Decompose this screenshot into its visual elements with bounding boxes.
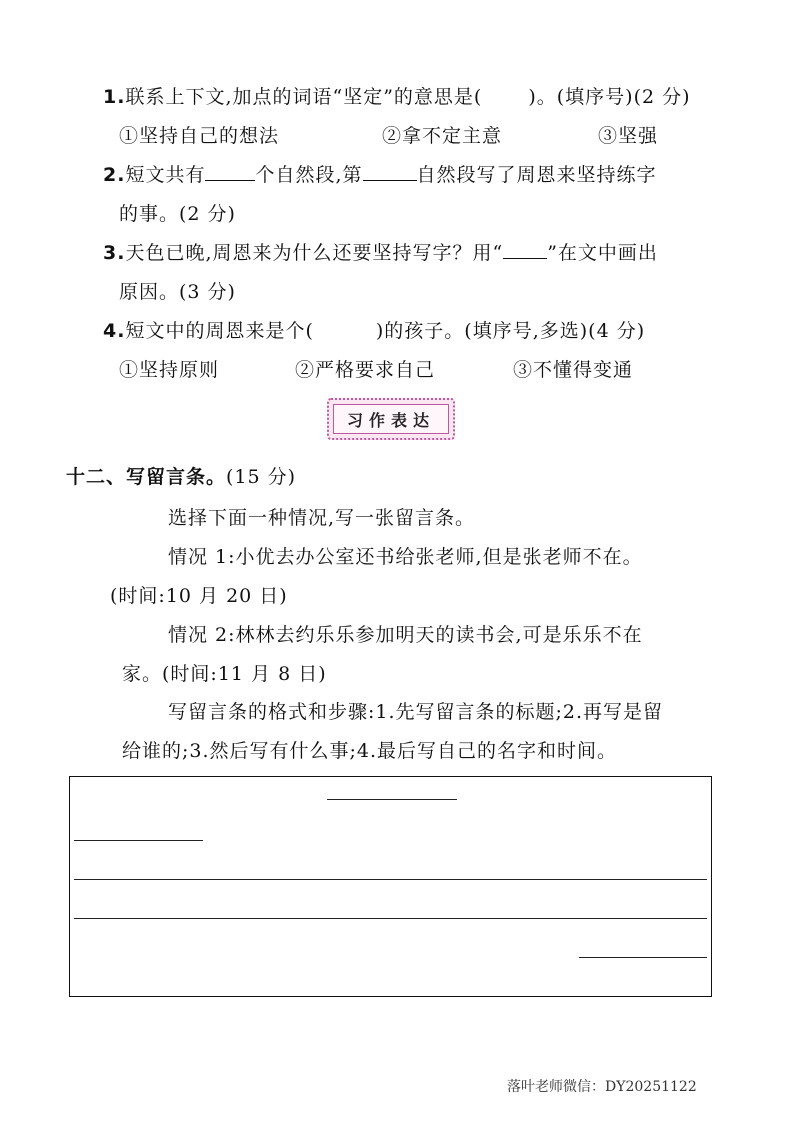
answer-blank-2b[interactable] bbox=[363, 164, 417, 181]
question-1 bbox=[103, 82, 691, 109]
section-12-title: 十二、写留言条。 bbox=[66, 466, 227, 488]
format-steps-line-2: 给谁的;3.然后写有什么事;4.最后写自己的名字和时间。 bbox=[122, 740, 618, 762]
question-1-option-2: ②拿不定主意 bbox=[382, 125, 503, 147]
question-4-number: 4. bbox=[103, 320, 126, 342]
question-1-number: 1. bbox=[103, 86, 126, 108]
signature-line[interactable] bbox=[579, 957, 707, 958]
section-banner bbox=[327, 398, 455, 440]
question-2-text-c: 自然段写了周恩来坚持练字 bbox=[416, 164, 657, 186]
question-1-option-1: ①坚持自己的想法 bbox=[119, 125, 280, 147]
question-1-text-b: )。(填序号)(2 分) bbox=[528, 86, 691, 108]
question-3 bbox=[103, 238, 658, 265]
question-4-option-1: ①坚持原则 bbox=[119, 359, 220, 381]
situation-1-line-2: (时间:10 月 20 日) bbox=[110, 585, 288, 607]
question-2-number: 2. bbox=[103, 164, 126, 186]
question-3-text-a: 天色已晚,周恩来为什么还要坚持写字？用“ bbox=[125, 242, 504, 264]
question-3-number: 3. bbox=[103, 242, 126, 264]
answer-blank-2a[interactable] bbox=[205, 164, 255, 181]
situation-2-line-2: 家。(时间:11 月 8 日) bbox=[122, 663, 327, 685]
question-3-text-b: ”在文中画出 bbox=[547, 242, 658, 264]
question-2-text-d: 的事。(2 分) bbox=[119, 203, 236, 225]
title-line[interactable] bbox=[327, 799, 457, 800]
question-4-option-2: ②严格要求自己 bbox=[295, 359, 436, 381]
question-4-text-b: )的孩子。(填序号,多选)(4 分) bbox=[375, 320, 646, 342]
question-2-text-a: 短文共有 bbox=[125, 164, 206, 186]
section-12-score: (15 分) bbox=[226, 466, 297, 488]
situation-2-line-1: 情况 2:林林去约乐乐参加明天的读书会,可是乐乐不在 bbox=[168, 624, 643, 646]
recipient-line[interactable] bbox=[74, 840, 203, 841]
situation-1-line-1: 情况 1:小优去办公室还书给张老师,但是张老师不在。 bbox=[168, 546, 643, 568]
content-line-2[interactable] bbox=[74, 918, 707, 919]
question-2-text-b: 个自然段,第 bbox=[255, 164, 363, 186]
format-steps-line-1: 写留言条的格式和步骤:1.先写留言条的标题;2.再写是留 bbox=[168, 701, 664, 723]
question-1-option-3: ③坚强 bbox=[598, 125, 659, 147]
content-line-1[interactable] bbox=[74, 879, 707, 880]
underline-sample bbox=[503, 242, 547, 259]
question-2 bbox=[103, 160, 657, 187]
section-banner-label: 习作表达 bbox=[333, 404, 449, 434]
question-1-text-a: 联系上下文,加点的词语“坚定”的意思是( bbox=[125, 86, 483, 108]
question-3-text-c: 原因。(3 分) bbox=[119, 281, 236, 303]
footer-contact: 落叶老师微信：DY20251122 bbox=[507, 1079, 697, 1095]
writing-box bbox=[69, 776, 712, 997]
section-12-heading bbox=[66, 462, 296, 489]
question-4-option-3: ③不懂得变通 bbox=[513, 359, 634, 381]
question-4 bbox=[103, 316, 645, 343]
section-12-instruction: 选择下面一种情况,写一张留言条。 bbox=[168, 507, 476, 529]
question-4-text-a: 短文中的周恩来是个( bbox=[125, 320, 314, 342]
